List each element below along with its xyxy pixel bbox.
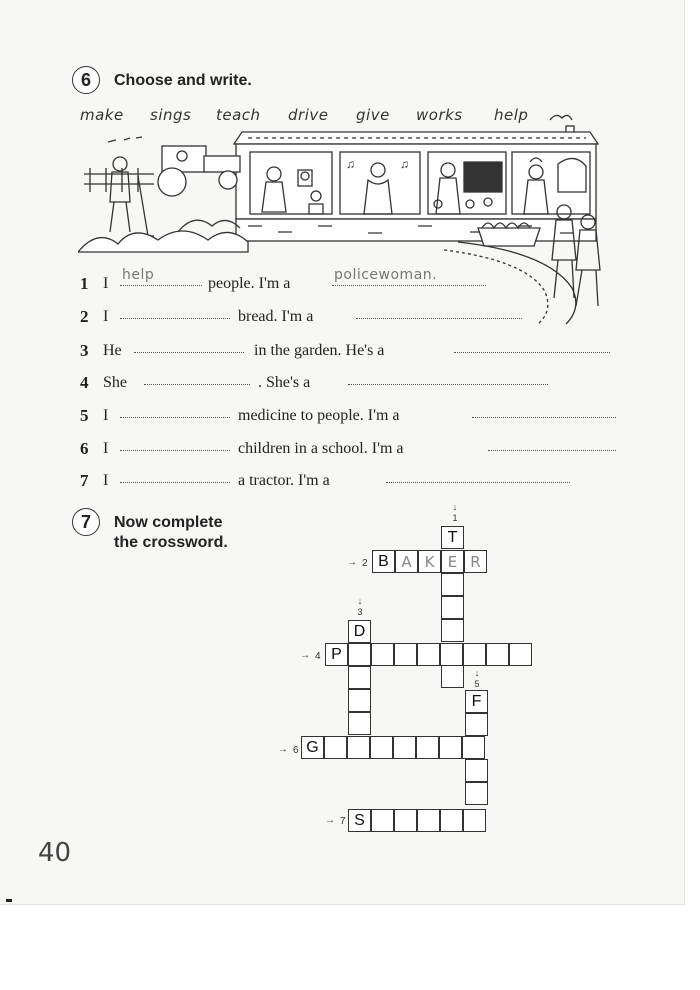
crossword-cell[interactable] <box>348 643 371 666</box>
word-bank-item: works <box>416 106 463 124</box>
sentence-text: . She's a <box>258 374 311 391</box>
crossword-cell[interactable] <box>465 759 488 782</box>
crossword-cell[interactable]: K <box>418 550 441 573</box>
word-bank-item: help <box>494 106 529 124</box>
clue-5-label: 5 <box>474 679 480 689</box>
clue-4-label: 4 <box>315 651 321 662</box>
crossword-cell[interactable] <box>371 809 394 832</box>
crossword-cell[interactable] <box>440 643 463 666</box>
crossword-cell[interactable] <box>416 736 439 759</box>
sentence-text: people. I'm a <box>208 275 291 292</box>
crossword-cell[interactable] <box>348 666 371 689</box>
sentence-number: 7 <box>80 471 89 490</box>
crossword-cell[interactable] <box>441 596 464 619</box>
crossword-cell[interactable]: D <box>348 620 371 643</box>
down-arrow-icon: ↓ <box>474 668 480 678</box>
page-margin <box>0 905 700 990</box>
answer-blank[interactable] <box>488 449 616 451</box>
exercise-7-title-line1: Now complete <box>114 514 223 531</box>
crossword-cell[interactable] <box>348 712 371 735</box>
answer-blank[interactable] <box>120 416 230 418</box>
handwritten-answer: policewoman. <box>334 267 438 283</box>
exercise-6-number: 6 <box>72 66 100 94</box>
sentence-subject: He <box>103 342 122 359</box>
crossword-cell[interactable] <box>486 643 509 666</box>
sentence-subject: I <box>103 440 109 457</box>
crossword-cell[interactable]: E <box>441 550 464 573</box>
answer-blank[interactable] <box>348 383 548 385</box>
down-arrow-icon: ↓ <box>357 596 363 606</box>
crossword-cell[interactable]: R <box>464 550 487 573</box>
crossword-cell[interactable] <box>347 736 370 759</box>
svg-text:♫: ♫ <box>400 157 409 171</box>
crossword-cell[interactable]: S <box>348 809 371 832</box>
crossword-cell[interactable] <box>324 736 347 759</box>
crossword-cell[interactable] <box>509 643 532 666</box>
crossword-cell[interactable] <box>393 736 416 759</box>
across-arrow-icon: → <box>325 815 335 826</box>
answer-blank[interactable] <box>472 416 616 418</box>
crossword-cell[interactable]: T <box>441 526 464 549</box>
sentence-number: 3 <box>80 341 89 360</box>
sentence-subject: I <box>103 472 109 489</box>
sentence-number: 2 <box>80 307 89 326</box>
sentence-number: 4 <box>80 373 89 392</box>
crossword-cell[interactable] <box>463 809 486 832</box>
answer-blank[interactable] <box>120 317 230 319</box>
svg-text:♫: ♫ <box>346 157 355 171</box>
answer-blank[interactable] <box>120 481 230 483</box>
word-bank-item: drive <box>288 106 329 124</box>
crossword-cell[interactable] <box>370 736 393 759</box>
occupations-illustration <box>78 112 618 327</box>
answer-blank[interactable] <box>144 383 250 385</box>
sentence-text: in the garden. He's a <box>254 342 385 359</box>
crossword-cell[interactable]: B <box>372 550 395 573</box>
across-arrow-icon: → <box>300 650 310 661</box>
crossword-cell[interactable] <box>348 689 371 712</box>
sentence-text: children in a school. I'm a <box>238 440 404 457</box>
handwritten-answer: help <box>122 267 155 283</box>
crossword-cell[interactable] <box>439 736 462 759</box>
crossword-cell[interactable] <box>465 713 488 736</box>
word-bank-item: teach <box>216 106 261 124</box>
down-arrow-icon: ↓ <box>452 502 458 512</box>
crossword-cell[interactable]: F <box>465 690 488 713</box>
clue-2-label: 2 <box>362 558 368 569</box>
exercise-7-number: 7 <box>72 508 100 536</box>
sentence-text: bread. I'm a <box>238 308 314 325</box>
across-arrow-icon: → <box>278 744 288 755</box>
sentence-subject: She <box>103 374 127 391</box>
crossword-cell[interactable] <box>462 736 485 759</box>
sentence-subject: I <box>103 308 109 325</box>
sentence-number: 5 <box>80 406 89 425</box>
across-arrow-icon: → <box>347 557 357 568</box>
crossword-cell[interactable]: P <box>325 643 348 666</box>
clue-6-label: 6 <box>293 745 299 756</box>
crossword-cell[interactable] <box>394 643 417 666</box>
crossword-cell[interactable] <box>441 573 464 596</box>
answer-blank[interactable] <box>356 317 522 319</box>
crossword-cell[interactable] <box>371 643 394 666</box>
answer-blank[interactable] <box>454 351 610 353</box>
clue-7-label: 7 <box>340 816 346 827</box>
clue-1-label: 1 <box>452 513 458 523</box>
answer-blank[interactable] <box>134 351 244 353</box>
crossword-cell[interactable] <box>463 643 486 666</box>
word-bank-item: give <box>356 106 390 124</box>
clue-3-label: 3 <box>357 607 363 617</box>
exercise-6-title: Choose and write. <box>114 72 252 89</box>
sentence-number: 6 <box>80 439 89 458</box>
crossword-cell[interactable] <box>417 809 440 832</box>
crossword-cell[interactable] <box>465 782 488 805</box>
crossword-cell[interactable] <box>417 643 440 666</box>
crossword-cell[interactable] <box>440 809 463 832</box>
crossword-cell[interactable]: A <box>395 550 418 573</box>
sentence-subject: I <box>103 407 109 424</box>
exercise-7-title-line2: the crossword. <box>114 534 228 551</box>
crossword-cell[interactable]: G <box>301 736 324 759</box>
crossword-cell[interactable] <box>394 809 417 832</box>
page-number: 40 <box>38 838 72 868</box>
scan-edge-mark <box>6 899 12 902</box>
answer-blank[interactable] <box>386 481 570 483</box>
word-bank-item: make <box>80 106 124 124</box>
sentence-text: a tractor. I'm a <box>238 472 330 489</box>
answer-blank[interactable] <box>120 449 230 451</box>
sentence-number: 1 <box>80 274 89 293</box>
crossword-cell[interactable] <box>441 665 464 688</box>
word-bank-item: sings <box>150 106 192 124</box>
sentence-subject: I <box>103 275 109 292</box>
sentence-text: medicine to people. I'm a <box>238 407 400 424</box>
crossword-cell[interactable] <box>441 619 464 642</box>
